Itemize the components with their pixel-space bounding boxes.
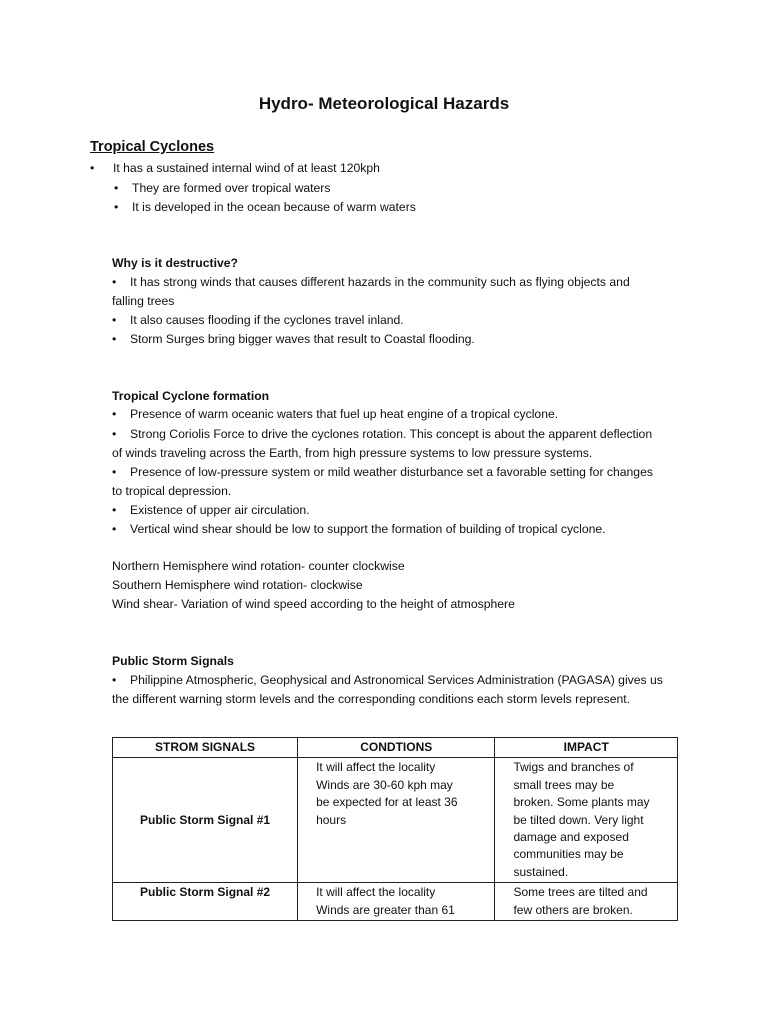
bullet-continuation: to tropical depression. — [112, 484, 232, 498]
signal-cell: Public Storm Signal #2 — [113, 883, 298, 921]
bullet-continuation: the different warning storm levels and the corresponding conditions each storm levels represent. — [112, 692, 631, 706]
sub-bullet-item: • It is developed in the ocean because of warm waters — [114, 199, 416, 215]
storm-signals-table — [112, 737, 678, 921]
cell-line: be expected for at least 36 — [316, 795, 458, 810]
table-header-row — [113, 738, 678, 758]
bullet-item: • It also causes flooding if the cyclones travel inland. — [112, 312, 404, 328]
bullet-item: • Presence of low-pressure system or mild weather disturbance set a favorable setting for changes — [112, 464, 653, 480]
cell-line: damage and exposed — [513, 830, 629, 845]
cell-line: Winds are 30-60 kph may — [316, 777, 453, 792]
note-northern-hemisphere: Northern Hemisphere wind rotation- counter clockwise — [112, 559, 405, 573]
cell-line: It will affect the locality — [316, 885, 436, 900]
cell-line: sustained. — [513, 864, 569, 879]
impact-cell — [495, 758, 678, 883]
cell-line: communities may be — [513, 847, 624, 862]
bullet-item: • It has strong winds that causes different hazards in the community such as flying objects and — [112, 274, 630, 290]
bullet-item: • Existence of upper air circulation. — [112, 502, 310, 518]
cell-line: Some trees are tilted and — [513, 885, 648, 900]
note-southern-hemisphere: Southern Hemisphere wind rotation- clockwise — [112, 578, 363, 592]
cell-line: small trees may be — [513, 777, 615, 792]
cell-line: Twigs and branches of — [513, 760, 634, 775]
bullet-item: • Strong Coriolis Force to drive the cyclones rotation. This concept is about the apparent deflection — [112, 426, 652, 442]
bullet-icon: • — [90, 161, 95, 175]
subheading-cyclone-formation: Tropical Cyclone formation — [112, 389, 270, 403]
cell-line: broken. Some plants may — [513, 795, 650, 810]
column-header-impact: IMPACT — [495, 738, 678, 758]
bullet-continuation: falling trees — [112, 294, 175, 308]
bullet-item: • Storm Surges bring bigger waves that result to Coastal flooding. — [112, 331, 475, 347]
column-header-signals: STROM SIGNALS — [113, 738, 298, 758]
bullet-item: • Vertical wind shear should be low to support the formation of building of tropical cyclone. — [112, 521, 606, 537]
subheading-public-storm-signals: Public Storm Signals — [112, 654, 234, 668]
conditions-cell — [298, 883, 495, 921]
page-title: Hydro- Meteorological Hazards — [258, 94, 510, 113]
section-heading-tropical-cyclones: Tropical Cyclones — [90, 139, 215, 155]
cell-line: Winds are greater than 61 — [316, 902, 455, 917]
cell-line: hours — [316, 812, 347, 827]
sub-bullet-item: • They are formed over tropical waters — [114, 180, 330, 196]
bullet-continuation: of winds traveling across the Earth, from high pressure systems to low pressure systems. — [112, 446, 593, 460]
subheading-why-destructive: Why is it destructive? — [112, 256, 238, 270]
bullet-item — [90, 160, 380, 176]
conditions-cell — [298, 758, 495, 883]
bullet-item: • Philippine Atmospheric, Geophysical and Astronomical Services Administration (PAGASA) gives us — [112, 672, 663, 688]
signal-cell: Public Storm Signal #1 — [113, 758, 298, 883]
cell-line: be tilted down. Very light — [513, 812, 644, 827]
column-header-conditions: CONDTIONS — [298, 738, 495, 758]
cell-line: few others are broken. — [513, 902, 633, 917]
bullet-item: • Presence of warm oceanic waters that fuel up heat engine of a tropical cyclone. — [112, 406, 558, 422]
table-row — [113, 883, 678, 921]
cell-line: It will affect the locality — [316, 760, 436, 775]
table-row — [113, 758, 678, 883]
impact-cell — [495, 883, 678, 921]
note-wind-shear: Wind shear- Variation of wind speed according to the height of atmosphere — [112, 597, 515, 611]
bullet-text: It has a sustained internal wind of at least 120kph — [113, 161, 380, 175]
